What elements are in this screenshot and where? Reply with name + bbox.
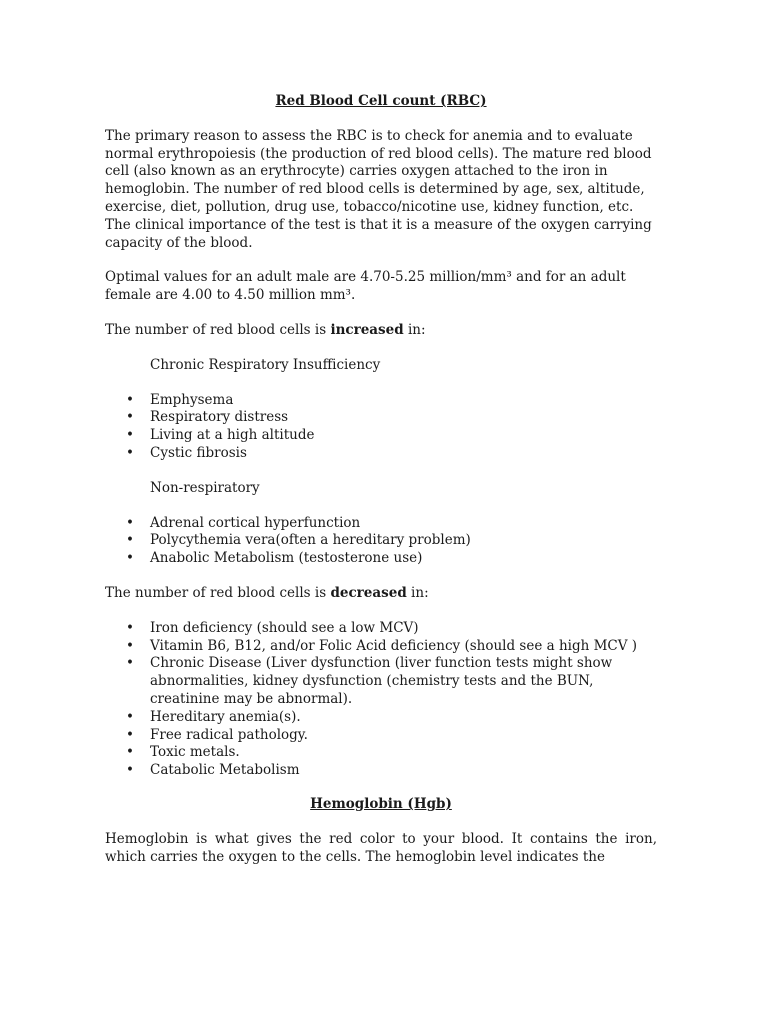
list-item-text: Chronic Disease (Liver dysfunction (liver function tests might show abnormalities, kidney dysfunction (chemistry tests and the BUN, creatinine may be abnormal). bbox=[150, 655, 613, 707]
list-item-text: Adrenal cortical hyperfunction bbox=[150, 514, 361, 531]
list-item bbox=[126, 409, 657, 427]
list-item bbox=[126, 427, 657, 445]
rbc-intro-paragraph: The primary reason to assess the RBC is to check for anemia and to evaluate normal erythropoiesis (the production of red blood cells). The mature red blood cell (also known as an erythrocyte) carries oxygen attached to the iron in hemoglobin. The number of red blood cells is determined by age, sex, altitude, exercise, diet, pollution, drug use, tobacco/nicotine use, kidney function, etc. The clinical importance of the test is that it is a measure of the oxygen carrying capacity of the blood. bbox=[105, 127, 652, 251]
list-item-text: Vitamin B6, B12, and/or Folic Acid deficiency (should see a high MCV ) bbox=[150, 637, 638, 654]
list-item-text: Emphysema bbox=[150, 391, 234, 408]
bullet-marker: • bbox=[126, 762, 134, 779]
bullet-marker: • bbox=[126, 744, 134, 761]
decreased-causes-list bbox=[105, 620, 657, 780]
rbc-increased-lead bbox=[105, 322, 657, 340]
bullet-marker: • bbox=[126, 726, 134, 743]
respiratory-group-title: Chronic Respiratory Insufficiency bbox=[150, 356, 381, 373]
bullet-marker: • bbox=[126, 514, 134, 531]
list-item-text: Anabolic Metabolism (testosterone use) bbox=[150, 550, 423, 567]
list-item bbox=[126, 762, 657, 780]
list-item-text: Polycythemia vera(often a hereditary problem) bbox=[150, 532, 471, 549]
rbc-optimal-values-paragraph: Optimal values for an adult male are 4.70-5.25 million/mm³ and for an adult female are 4.00 to 4.50 million mm³. bbox=[105, 269, 626, 304]
hgb-heading: Hemoglobin (Hgb) bbox=[310, 795, 452, 812]
list-item bbox=[126, 744, 657, 762]
list-item-text: Cystic fibrosis bbox=[150, 444, 247, 461]
list-item bbox=[126, 726, 657, 745]
non-respiratory-causes-list bbox=[105, 515, 657, 568]
bullet-marker: • bbox=[126, 532, 134, 549]
non-respiratory-group-title: Non-respiratory bbox=[150, 479, 260, 496]
list-item bbox=[126, 532, 657, 550]
decreased-suffix: in: bbox=[406, 584, 429, 601]
bullet-marker: • bbox=[126, 391, 134, 408]
increased-keyword: increased bbox=[330, 321, 404, 338]
list-item bbox=[126, 708, 657, 727]
decreased-keyword: decreased bbox=[330, 584, 407, 601]
list-item-text: Hereditary anemia(s). bbox=[150, 708, 301, 725]
decreased-prefix: The number of red blood cells is bbox=[105, 584, 331, 601]
document-content bbox=[105, 93, 657, 866]
list-item bbox=[126, 637, 657, 656]
respiratory-causes-list bbox=[105, 392, 657, 463]
list-item-text: Respiratory distress bbox=[150, 409, 289, 426]
list-item bbox=[126, 619, 657, 638]
increased-suffix: in: bbox=[403, 321, 426, 338]
bullet-marker: • bbox=[126, 655, 134, 672]
bullet-marker: • bbox=[126, 427, 134, 444]
list-item bbox=[126, 550, 657, 568]
list-item-text: Living at a high altitude bbox=[150, 427, 315, 444]
list-item-text: Iron deficiency (should see a low MCV) bbox=[150, 619, 419, 636]
bullet-marker: • bbox=[126, 409, 134, 426]
list-item bbox=[126, 655, 657, 708]
bullet-marker: • bbox=[126, 619, 134, 636]
rbc-heading: Red Blood Cell count (RBC) bbox=[275, 93, 487, 109]
increased-prefix: The number of red blood cells is bbox=[105, 321, 331, 338]
list-item bbox=[126, 514, 657, 533]
list-item bbox=[126, 444, 657, 463]
bullet-marker: • bbox=[126, 708, 134, 725]
rbc-decreased-lead bbox=[105, 585, 657, 603]
hgb-intro-paragraph: Hemoglobin is what gives the red color to your blood. It contains the iron, which carries the oxygen to the cells. The hemoglobin level indicates the bbox=[105, 830, 657, 865]
list-item-text: Free radical pathology. bbox=[150, 726, 308, 743]
bullet-marker: • bbox=[126, 550, 134, 567]
bullet-marker: • bbox=[126, 637, 134, 654]
list-item-text: Toxic metals. bbox=[150, 744, 240, 761]
bullet-marker: • bbox=[126, 444, 134, 461]
list-item-text: Catabolic Metabolism bbox=[150, 762, 300, 779]
list-item bbox=[126, 391, 657, 410]
